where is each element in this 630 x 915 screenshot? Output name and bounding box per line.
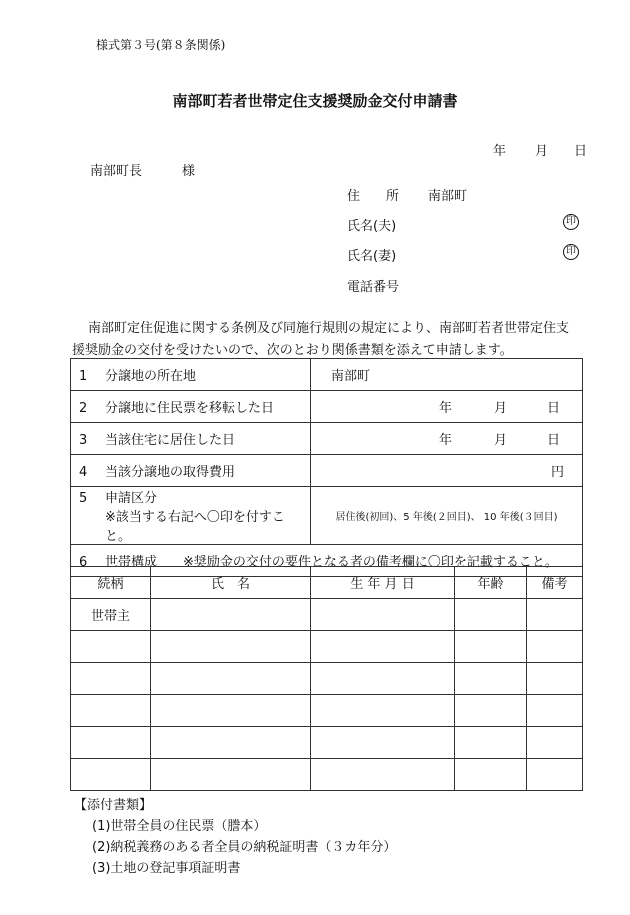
column-header: 生 年 月 日 <box>311 567 455 599</box>
table-header-row <box>71 567 583 599</box>
residence-date-field[interactable] <box>311 423 583 455</box>
date-day: 日 <box>574 144 588 159</box>
row-number: 4 <box>79 465 88 480</box>
month-label: 月 <box>494 401 508 416</box>
name-cell[interactable] <box>151 727 311 759</box>
row-note: ※該当する右記へ〇印を付すこと。 <box>105 510 285 544</box>
location-field[interactable] <box>311 359 583 391</box>
name-cell[interactable] <box>151 759 311 791</box>
remarks-cell[interactable] <box>527 695 583 727</box>
year-label: 年 <box>439 401 453 416</box>
page-title: 南部町若者世帯定住支援奨励金交付申請書 <box>172 92 458 110</box>
relation-cell[interactable] <box>71 727 151 759</box>
row-label: 分譲地に住民票を移転した日 <box>105 401 275 416</box>
form-number: 様式第３号(第８条関係) <box>96 38 226 52</box>
category-options: 居住後(初回)、5 年後(２回目)、 10 年後(３回目) <box>335 512 558 523</box>
application-statement <box>72 318 592 362</box>
row-number: 3 <box>79 433 88 448</box>
wife-seal-icon: 印 <box>563 244 579 260</box>
table-row <box>71 631 583 663</box>
column-header: 年齢 <box>455 567 527 599</box>
row-number: 6 <box>79 555 88 570</box>
birthdate-cell[interactable] <box>311 599 455 631</box>
phone-label: 電話番号 <box>347 280 400 295</box>
cost-field[interactable] <box>311 455 583 487</box>
move-date-field[interactable] <box>311 391 583 423</box>
table-row <box>71 663 583 695</box>
name-cell[interactable] <box>151 695 311 727</box>
relation-cell[interactable] <box>71 759 151 791</box>
attachment-item: (1)世帯全員の住民票（謄本） <box>92 819 267 834</box>
year-label: 年 <box>439 433 453 448</box>
age-cell[interactable] <box>455 631 527 663</box>
table-row <box>71 759 583 791</box>
name-cell[interactable] <box>151 663 311 695</box>
table-row <box>71 727 583 759</box>
column-header: 続柄 <box>71 567 151 599</box>
row-label: 分譲地の所在地 <box>105 369 197 384</box>
remarks-cell[interactable] <box>527 663 583 695</box>
attachments-heading: 【添付書類】 <box>74 798 153 813</box>
birthdate-cell[interactable] <box>311 663 455 695</box>
age-cell[interactable] <box>455 663 527 695</box>
household-members-table <box>70 566 583 791</box>
birthdate-cell[interactable] <box>311 759 455 791</box>
remarks-cell[interactable] <box>527 599 583 631</box>
addressee-name: 南部町長 <box>90 164 143 179</box>
date-month: 月 <box>535 144 549 159</box>
yen-label: 円 <box>550 465 564 480</box>
date-year: 年 <box>493 144 507 159</box>
section-note: ※奨励金の交付の要件となる者の備考欄に〇印を記載すること。 <box>183 555 558 570</box>
column-header: 備考 <box>527 567 583 599</box>
statement-line-1: 南部町定住促進に関する条例及び同施行規則の規定により、南部町若者世帯定住支 <box>88 321 570 336</box>
name-cell[interactable] <box>151 599 311 631</box>
relation-cell[interactable] <box>71 695 151 727</box>
relation-cell[interactable] <box>71 663 151 695</box>
column-header: 氏 名 <box>151 567 311 599</box>
wife-name-label: 氏名(妻) <box>347 249 397 264</box>
birthdate-cell[interactable] <box>311 727 455 759</box>
table-row <box>71 487 583 545</box>
remarks-cell[interactable] <box>527 727 583 759</box>
table-row <box>71 455 583 487</box>
table-row <box>71 423 583 455</box>
address-label: 住 所 <box>347 189 400 204</box>
month-label: 月 <box>494 433 508 448</box>
addressee <box>90 160 195 179</box>
attachment-item: (2)納税義務のある者全員の納税証明書（３カ年分） <box>92 840 397 855</box>
husband-name-label: 氏名(夫) <box>347 219 397 234</box>
application-table <box>70 358 583 577</box>
row-number: 1 <box>79 369 88 384</box>
day-label: 日 <box>547 433 561 448</box>
row-number: 2 <box>79 401 88 416</box>
relation-cell: 世帯主 <box>71 599 151 631</box>
remarks-cell[interactable] <box>527 631 583 663</box>
birthdate-cell[interactable] <box>311 631 455 663</box>
row-label: 申請区分 <box>105 491 158 506</box>
table-row <box>71 695 583 727</box>
age-cell[interactable] <box>455 759 527 791</box>
location-value: 南部町 <box>331 369 371 384</box>
day-label: 日 <box>547 401 561 416</box>
table-row <box>71 359 583 391</box>
addressee-honorific: 様 <box>182 164 196 179</box>
row-label: 当該分譲地の取得費用 <box>105 465 236 480</box>
table-row <box>71 599 583 631</box>
relation-cell[interactable] <box>71 631 151 663</box>
address-value: 南部町 <box>428 189 468 204</box>
age-cell[interactable] <box>455 695 527 727</box>
husband-seal-icon: 印 <box>563 214 579 230</box>
statement-line-2: 援奨励金の交付を受けたいので、次のとおり関係書類を添えて申請します。 <box>72 343 513 358</box>
birthdate-cell[interactable] <box>311 695 455 727</box>
row-label: 当該住宅に居住した日 <box>105 433 236 448</box>
attachment-item: (3)土地の登記事項証明書 <box>92 861 241 876</box>
row-number: 5 <box>79 491 88 506</box>
age-cell[interactable] <box>455 599 527 631</box>
remarks-cell[interactable] <box>527 759 583 791</box>
application-category-field[interactable] <box>311 487 583 545</box>
name-cell[interactable] <box>151 631 311 663</box>
table-row <box>71 391 583 423</box>
section-label: 世帯構成 <box>105 555 158 570</box>
age-cell[interactable] <box>455 727 527 759</box>
